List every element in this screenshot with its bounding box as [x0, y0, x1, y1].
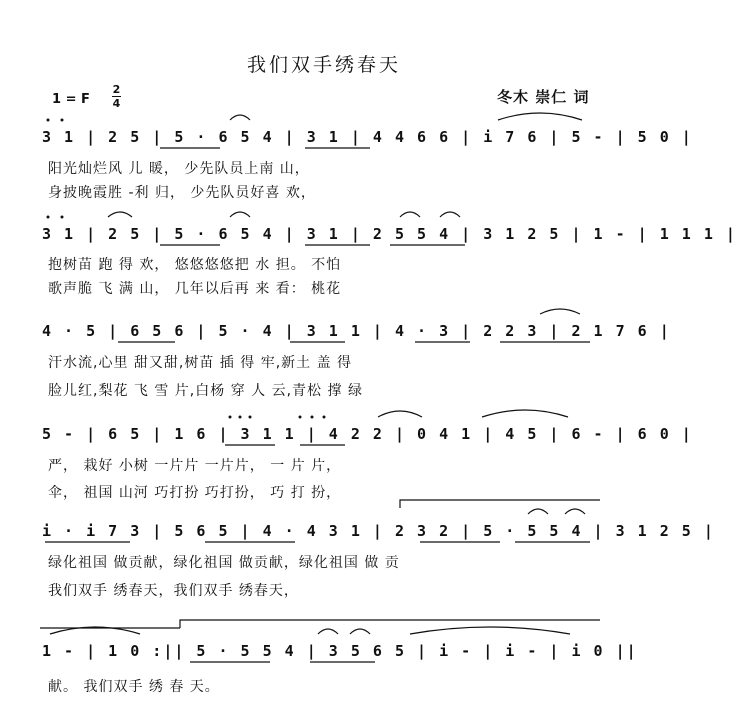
- lyric-line-2-verse-1: 抱树苗 跑 得 欢， 悠悠悠悠把 水 担。 不怕: [48, 257, 342, 273]
- notation-line-6: 1 - | 1 0 :|| 5 · 5 5 4 | 3 5 6 5 | i - | i - | i 0 ||: [42, 642, 638, 660]
- meter-top: 2: [112, 83, 121, 96]
- slur-mark: [378, 411, 422, 417]
- lyricist-credit: 冬木 崇仁 词: [497, 88, 590, 106]
- song-title: 我们双手绣春天: [246, 54, 401, 76]
- key-signature: 1 = F: [52, 92, 90, 107]
- lyric-line-3-verse-2: 脸儿红,梨花 飞 雪 片,白杨 穿 人 云,青松 撑 绿: [48, 383, 363, 399]
- lyric-line-4-verse-2: 伞， 祖国 山河 巧打扮 巧打扮， 巧 打 扮，: [48, 485, 342, 501]
- lyric-line-1-verse-1: 阳光灿烂风 儿 暖， 少先队员上南 山，: [48, 161, 310, 177]
- lyric-line-5-verse-1: 绿化祖国 做贡献，绿化祖国 做贡献，绿化祖国 做 贡: [48, 555, 400, 571]
- volta-bracket-1: [400, 500, 600, 508]
- volta-bracket-2: [180, 620, 600, 628]
- slur-mark: [230, 115, 250, 120]
- lyric-line-5-verse-2: 我们双手 绣春天，我们双手 绣春天，: [48, 583, 299, 599]
- slur-mark: [565, 509, 585, 514]
- notation-line-1: 3 1 | 2 5 | 5 · 6 5 4 | 3 1 | 4 4 6 6 | i 7 6 | 5 - | 5 0 |: [42, 128, 693, 146]
- notation-line-4: 5 - | 6 5 | 1 6 | 3 1 1 | 4 2 2 | 0 4 1 | 4 5 | 6 - | 6 0 |: [42, 425, 693, 443]
- slur-mark: [540, 309, 580, 314]
- notation-line-3: 4 · 5 | 6 5 6 | 5 · 4 | 3 1 1 | 4 · 3 | 2 2 3 | 2 1 7 6 |: [42, 322, 671, 340]
- slur-mark: [400, 212, 420, 217]
- notation-line-2: 3 1 | 2 5 | 5 · 6 5 4 | 3 1 | 2 5 5 4 | 3 1 2 5 | 1 - | 1 1 1 |: [42, 225, 737, 243]
- slur-mark: [108, 212, 132, 217]
- lyric-line-4-verse-1: 严， 栽好 小树 一片片 一片片， 一 片 片，: [48, 458, 342, 474]
- slur-mark: [482, 410, 568, 417]
- slur-mark: [230, 212, 250, 217]
- lyric-line-6-verse-1: 献。 我们双手 绣 春 天。: [48, 679, 220, 695]
- notation-line-5: i · i 7 3 | 5 6 5 | 4 · 4 3 1 | 2 3 2 | 5 · 5 5 4 | 3 1 2 5 |: [42, 522, 715, 540]
- slur-mark: [440, 212, 460, 217]
- slur-mark: [318, 629, 338, 634]
- slur-mark: [498, 113, 582, 120]
- slur-mark: [410, 627, 570, 634]
- slur-mark: [350, 629, 370, 634]
- meter-bottom: 4: [112, 97, 121, 110]
- slur-mark: [528, 509, 548, 514]
- lyric-line-2-verse-2: 歌声脆 飞 满 山， 几年以后再 来 看： 桃花: [48, 281, 342, 297]
- lyric-line-1-verse-2: 身披晚霞胜 -利 归， 少先队员好喜 欢，: [48, 185, 316, 201]
- lyric-line-3-verse-1: 汗水流,心里 甜又甜,树苗 插 得 牢,新土 盖 得: [48, 355, 353, 371]
